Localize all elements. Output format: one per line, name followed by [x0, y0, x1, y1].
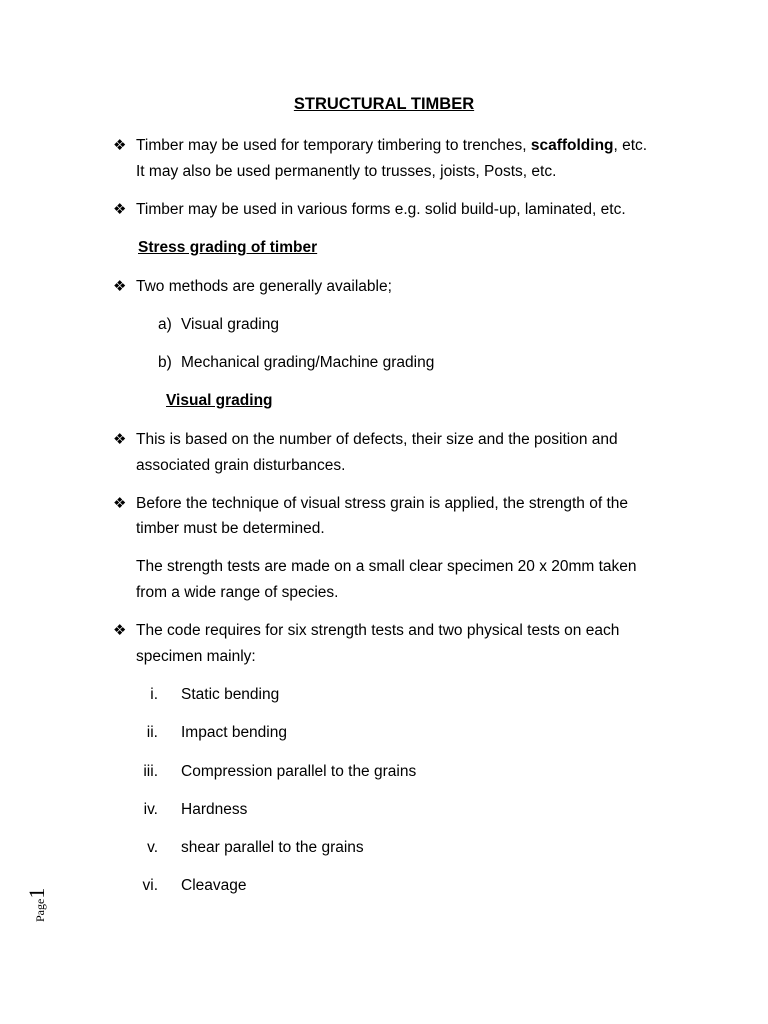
list-item: Impact bending: [181, 724, 287, 741]
text-span: Timber may be used for temporary timbering to trenches,: [136, 137, 531, 154]
list-label: v.: [147, 839, 158, 856]
paragraph-line: specimen mainly:: [136, 648, 256, 665]
paragraph-line: Two methods are generally available;: [136, 278, 392, 295]
bullet-icon: ❖: [113, 431, 127, 448]
page-number: 1: [24, 887, 49, 899]
page-word: Page: [33, 898, 47, 922]
paragraph-line: This is based on the number of defects, their size and the position and: [136, 431, 618, 448]
paragraph-line: It may also be used permanently to trusses, joists, Posts, etc.: [136, 163, 557, 180]
bullet-icon: ❖: [113, 495, 127, 512]
paragraph-line: [136, 136, 647, 156]
subheading-stress-grading: Stress grading of timber: [138, 239, 318, 256]
list-label: ii.: [146, 724, 158, 741]
list-label: vi.: [142, 877, 158, 894]
page-title: STRUCTURAL TIMBER: [293, 95, 475, 113]
paragraph-line: The strength tests are made on a small clear specimen 20 x 20mm taken: [136, 558, 637, 575]
page-number-label: [24, 888, 50, 922]
paragraph-line: The code requires for six strength tests and two physical tests on each: [136, 622, 620, 639]
paragraph-line: from a wide range of species.: [136, 584, 339, 601]
paragraph-line: timber must be determined.: [136, 520, 325, 537]
bold-term: scaffolding: [530, 137, 614, 154]
list-item: Mechanical grading/Machine grading: [181, 354, 435, 371]
list-item: Visual grading: [181, 316, 279, 333]
paragraph-line: Before the technique of visual stress grain is applied, the strength of the: [136, 495, 628, 512]
list-item: Cleavage: [181, 877, 247, 894]
list-label: iii.: [143, 763, 158, 780]
list-label: a): [158, 316, 172, 333]
list-item: Hardness: [181, 801, 248, 818]
bullet-icon: ❖: [113, 201, 127, 218]
list-label: iv.: [143, 801, 158, 818]
paragraph-line: associated grain disturbances.: [136, 457, 346, 474]
list-item: shear parallel to the grains: [181, 839, 364, 856]
list-item: Static bending: [181, 686, 280, 703]
list-label: b): [158, 354, 172, 371]
list-item: Compression parallel to the grains: [181, 763, 417, 780]
bullet-icon: ❖: [113, 137, 127, 154]
list-label: i.: [150, 686, 158, 703]
subheading-visual-grading: Visual grading: [166, 392, 273, 409]
paragraph-line: Timber may be used in various forms e.g. solid build-up, laminated, etc.: [136, 201, 626, 218]
bullet-icon: ❖: [113, 278, 127, 295]
bullet-icon: ❖: [113, 622, 127, 639]
text-span: , etc.: [613, 137, 648, 154]
